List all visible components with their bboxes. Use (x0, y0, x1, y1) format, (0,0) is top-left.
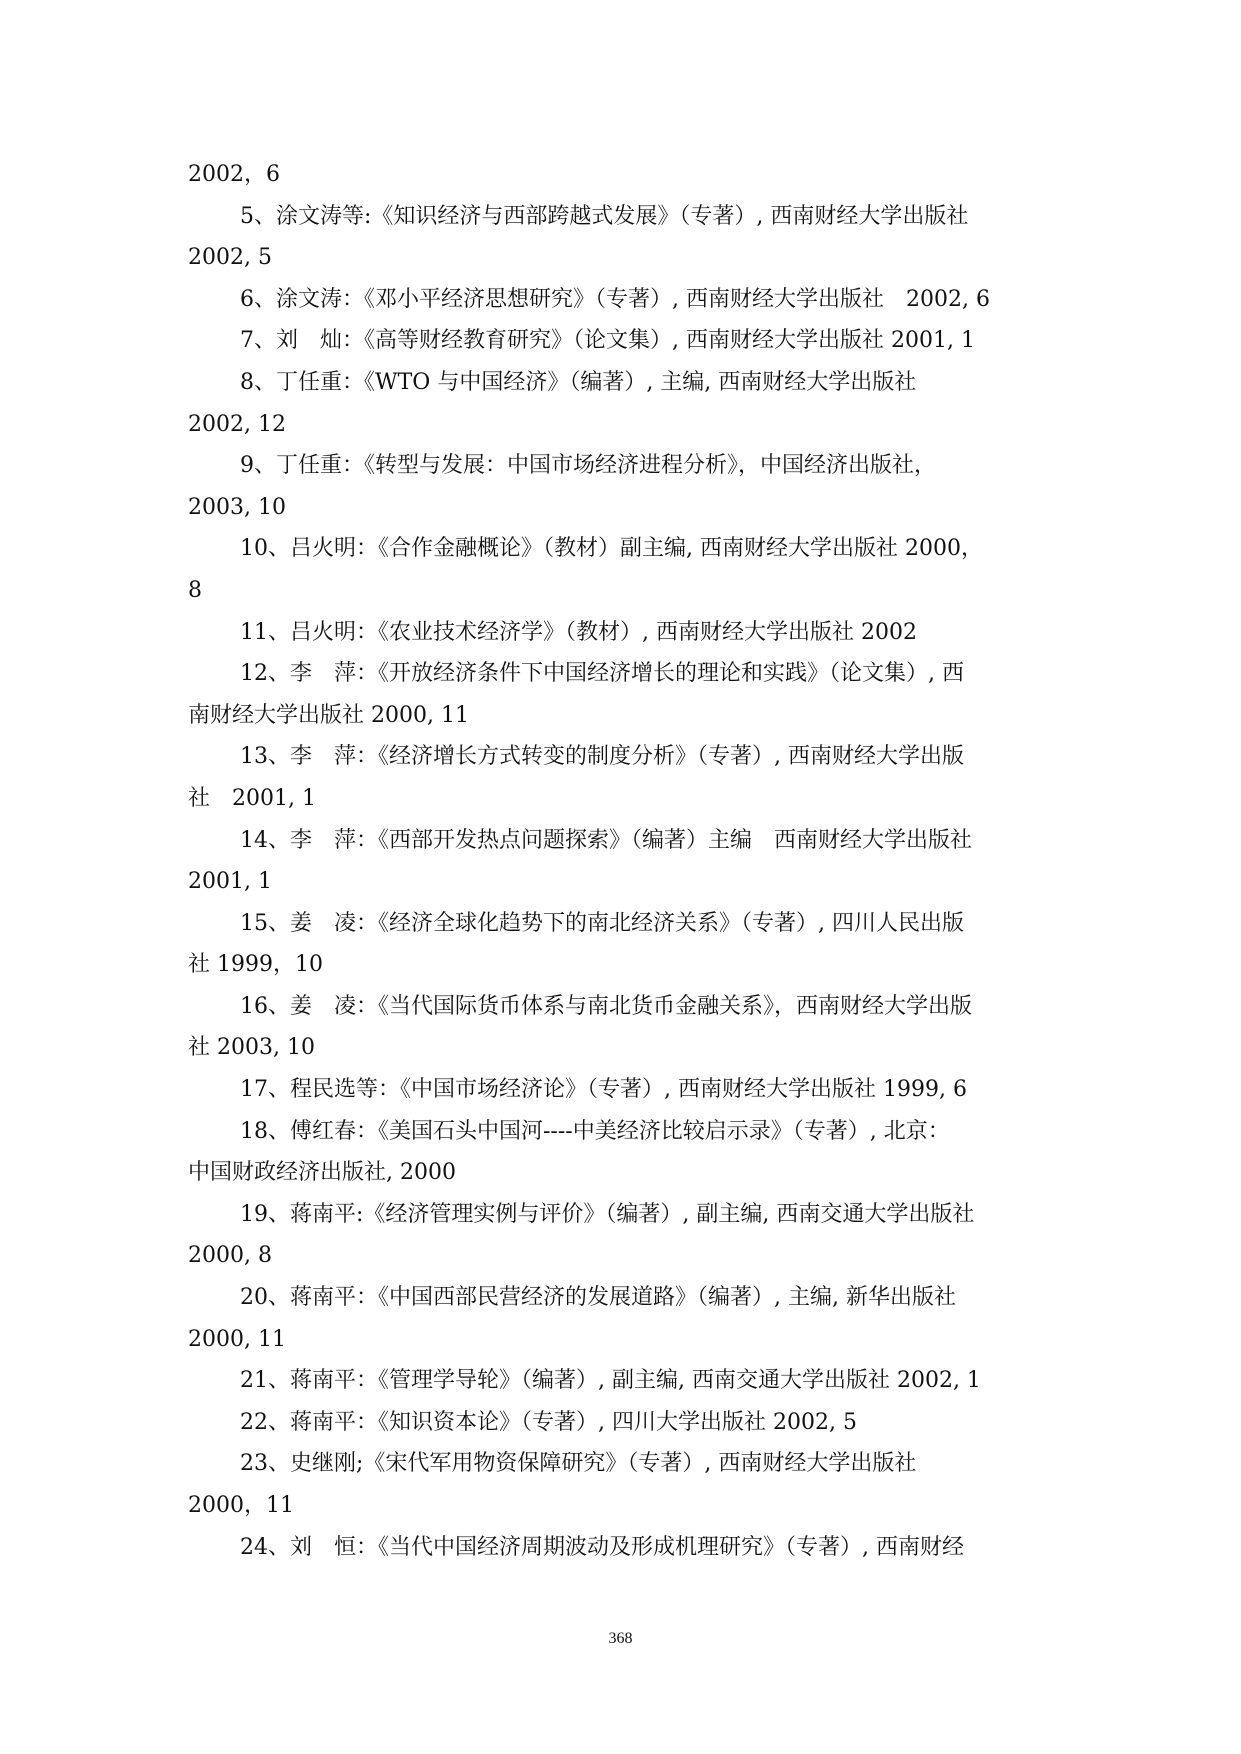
reference-continuation-line: 8 (188, 577, 202, 603)
reference-entry-line: 17、程民选等：《中国市场经济论》（专著）, 西南财经大学出版社 1999, 6 (240, 1077, 967, 1103)
reference-continuation-line: 2001, 1 (188, 869, 272, 895)
reference-entry-line: 5、涂文涛等:《知识经济与西部跨越式发展》（专著）, 西南财经大学出版社 (240, 203, 969, 229)
reference-entry-line: 12、李 萍：《开放经济条件下中国经济增长的理论和实践》（论文集）, 西 (240, 661, 964, 687)
reference-entry-line: 9、丁任重：《转型与发展：中国市场经济进程分析》，中国经济出版社， (240, 453, 936, 479)
reference-entry-line: 7、刘 灿：《高等财经教育研究》（论文集）, 西南财经大学出版社 2001, 1 (240, 328, 975, 354)
reference-entry-line: 20、蒋南平：《中国西部民营经济的发展道路》（编著）, 主编, 新华出版社 (240, 1285, 956, 1311)
reference-continuation-line: 中国财政经济出版社, 2000 (188, 1160, 456, 1186)
reference-entry-line: 23、史继刚;《宋代军用物资保障研究》（专著）, 西南财经大学出版社 (240, 1451, 917, 1477)
reference-continuation-line: 社 1999，10 (188, 952, 323, 978)
reference-entry-line: 24、刘 恒：《当代中国经济周期波动及形成机理研究》（专著）, 西南财经 (240, 1534, 964, 1560)
reference-entry-line: 10、吕火明：《合作金融概论》（教材）副主编, 西南财经大学出版社 2000， (240, 536, 983, 562)
reference-continuation-line: 2002, 12 (188, 411, 286, 437)
reference-entry-line: 22、蒋南平：《知识资本论》（专著）, 四川大学出版社 2002, 5 (240, 1409, 857, 1435)
reference-entry-line: 16、姜 凌：《当代国际货币体系与南北货币金融关系》，西南财经大学出版 (240, 993, 972, 1019)
reference-entry-line: 19、蒋南平:《经济管理实例与评价》（编著）, 副主编, 西南交通大学出版社 (240, 1201, 975, 1227)
reference-entry-line: 6、涂文涛：《邓小平经济思想研究》（专著）, 西南财经大学出版社 2002, 6 (240, 286, 990, 312)
reference-entry-line: 11、吕火明：《农业技术经济学》（教材）, 西南财经大学出版社 2002 (240, 619, 917, 645)
reference-continuation-line: 南财经大学出版社 2000, 11 (188, 702, 469, 728)
reference-entry-line: 14、李 萍：《西部开发热点问题探索》（编著）主编 西南财经大学出版社 (240, 827, 972, 853)
reference-entry-line: 18、傅红春：《美国石头中国河----中美经济比较启示录》（专著）, 北京： (240, 1118, 950, 1144)
page-number: 368 (608, 1630, 633, 1647)
reference-continuation-line: 社 2001, 1 (188, 785, 316, 811)
document-body (188, 154, 1058, 1568)
reference-continuation-line: 2002，6 (188, 162, 280, 187)
reference-continuation-line: 2000, 11 (188, 1326, 286, 1352)
reference-entry-line: 8、丁任重：《WTO 与中国经济》（编著）, 主编, 西南财经大学出版社 (240, 369, 917, 395)
reference-continuation-line: 2003, 10 (188, 494, 286, 520)
reference-entry-line: 13、李 萍：《经济增长方式转变的制度分析》（专著）, 西南财经大学出版 (240, 744, 964, 770)
reference-entry-line: 15、姜 凌：《经济全球化趋势下的南北经济关系》（专著）, 四川人民出版 (240, 910, 964, 936)
reference-continuation-line: 2002, 5 (188, 245, 272, 271)
reference-continuation-line: 2000，11 (188, 1493, 294, 1518)
reference-entry-line: 21、蒋南平：《管理学导轮》（编著）, 副主编, 西南交通大学出版社 2002, 1 (240, 1368, 981, 1394)
reference-continuation-line: 社 2003, 10 (188, 1035, 315, 1061)
reference-continuation-line: 2000, 8 (188, 1243, 272, 1269)
